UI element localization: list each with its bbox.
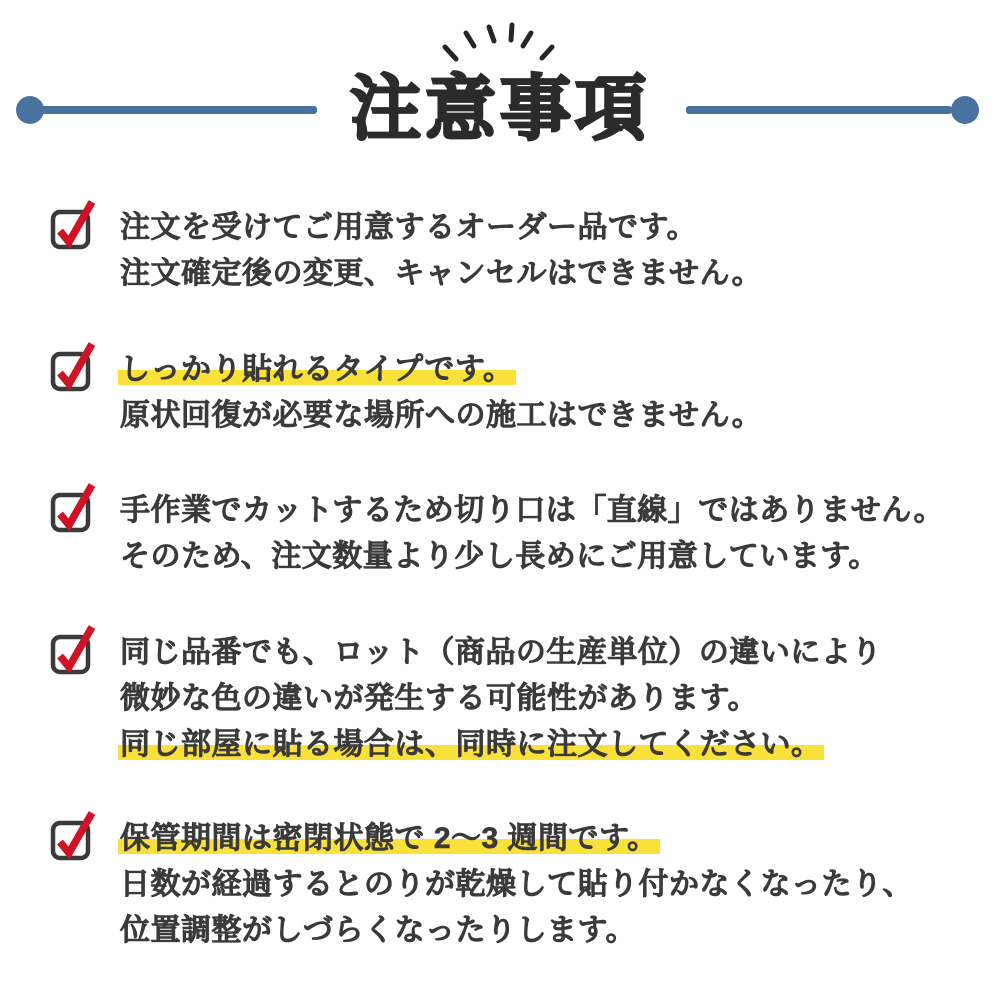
checked-checkbox-icon [48, 337, 98, 393]
notice-text: 原状回復が必要な場所への施工はできません。 [120, 399, 763, 432]
notice-text: 日数が経過するとのりが乾燥して貼り付かなくなったり、 [120, 868, 913, 901]
notice-text-highlighted: しっかり貼れるタイプです。 [120, 353, 514, 386]
page-title: 注意事項 [349, 70, 650, 149]
notice-text: 手作業でカットするため切り口は「直線」ではありません。 [120, 494, 945, 527]
divider-dot-right [951, 96, 979, 124]
checked-checkbox-icon [48, 806, 98, 862]
divider-line-right [686, 106, 952, 114]
checked-checkbox-icon [48, 478, 98, 534]
notice-text: そのため、注文数量より少し長めにご用意しています。 [120, 540, 879, 573]
notice-text-highlighted: 同じ部屋に貼る場合は、同時に注文してください。 [120, 728, 822, 761]
notice-text: 微妙な色の違いが発生する可能性があります。 [120, 682, 759, 715]
notice-text: 同じ品番でも、ロット（商品の生産単位）の違いにより [120, 636, 882, 669]
emphasis-rays-icon [428, 12, 568, 68]
notice-text: 注文確定後の変更、キャンセルはできません。 [120, 257, 763, 290]
checked-checkbox-icon [48, 195, 98, 251]
notice-text: 注文を受けてご用意するオーダー品です。 [120, 211, 698, 244]
checked-checkbox-icon [48, 620, 98, 676]
notice-text-highlighted: 保管期間は密閉状態で 2～3 週間です。 [120, 822, 658, 855]
notice-text: 位置調整がしづらくなったりします。 [120, 914, 637, 947]
